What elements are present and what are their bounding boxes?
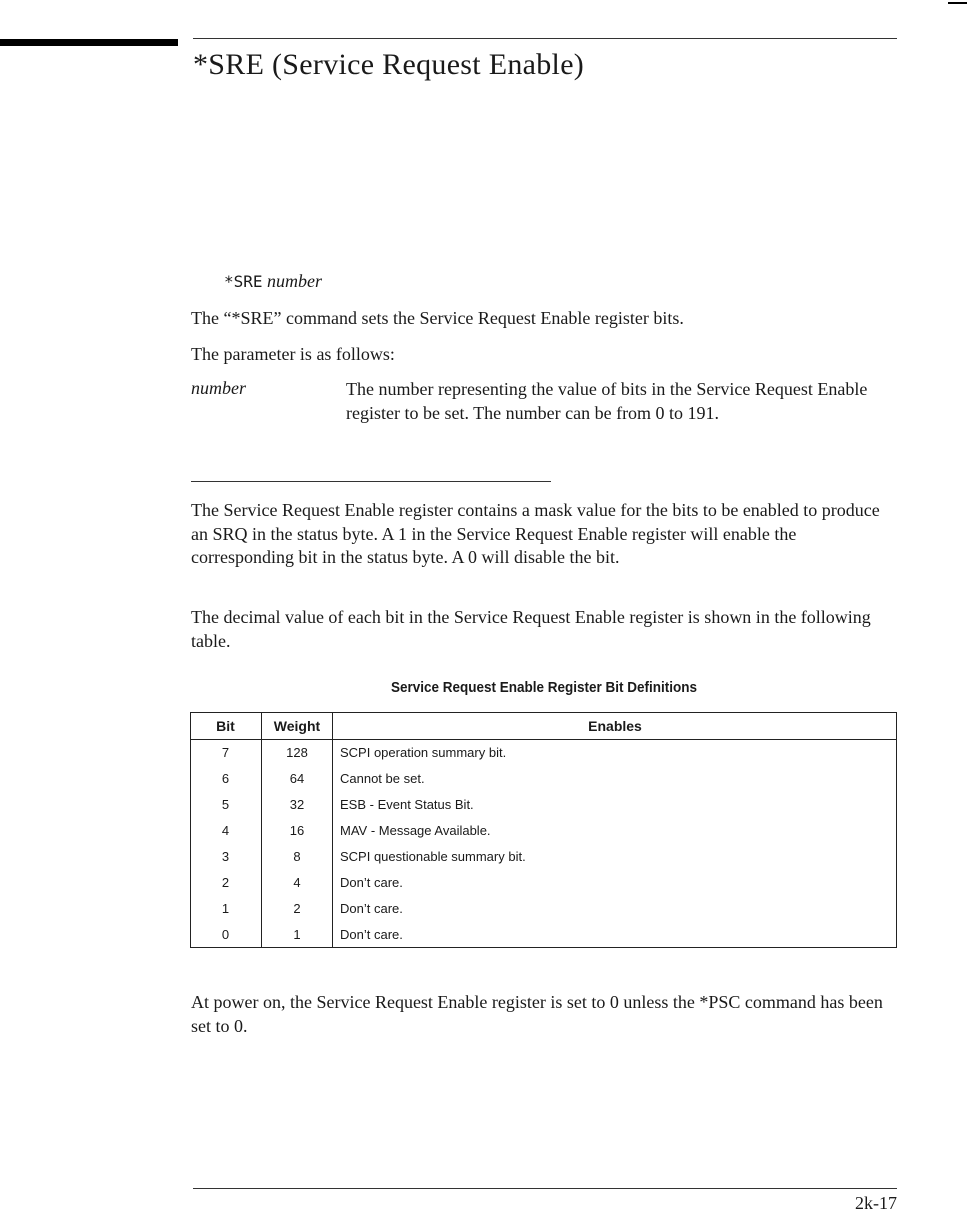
page-number: 2k-17 <box>855 1193 897 1213</box>
table-row <box>190 818 897 844</box>
footer-rule <box>193 1188 897 1189</box>
enables-cell: MAV - Message Available. <box>340 823 491 839</box>
bit-definitions-table <box>190 712 897 947</box>
bit-cell: 3 <box>190 844 262 870</box>
bit-cell: 1 <box>190 895 262 921</box>
bit-cell: 6 <box>190 766 262 792</box>
corner-mark <box>948 2 967 4</box>
weight-cell: 128 <box>262 740 333 766</box>
enables-cell: Cannot be set. <box>340 771 425 787</box>
enables-cell: Don’t care. <box>340 874 403 890</box>
intro-text: The “*SRE” command sets the Service Request Enable register bits. <box>191 308 684 328</box>
enables-cell: SCPI questionable summary bit. <box>340 849 526 864</box>
body-paragraph-2: The decimal value of each bit in the Service Request Enable register is shown in the following table. <box>191 607 871 651</box>
table-border-left <box>190 712 191 948</box>
enables-cell: ESB - Event Status Bit. <box>340 797 474 813</box>
command-syntax <box>224 271 322 292</box>
table-header-row <box>190 712 897 740</box>
weight-cell: 16 <box>262 818 333 844</box>
page-title: *SRE (Service Request Enable) <box>193 48 585 81</box>
table-row <box>190 869 897 895</box>
enables-cell: Don’t care. <box>340 900 403 916</box>
table-row <box>190 895 897 921</box>
bit-cell: 5 <box>190 792 262 818</box>
table-border-right <box>896 712 897 948</box>
weight-cell: 4 <box>262 869 333 895</box>
body-paragraph-1: The Service Request Enable register contains a mask value for the bits to be enabled to produce an SRQ in the status byte. A 1 in the Service Request Enable register will enable the corresponding bit in the status byte. A 0 will disable the bit. <box>191 500 880 567</box>
header-weight: Weight <box>262 712 333 740</box>
bit-cell: 2 <box>190 869 262 895</box>
table-caption: Service Request Enable Register Bit Definitions <box>390 679 698 696</box>
param-description: The number representing the value of bits in the Service Request Enable register to be set. The number can be from 0 to 191. <box>346 379 868 423</box>
table-border-top <box>190 712 897 713</box>
table-row <box>190 844 897 870</box>
enables-cell: Don’t care. <box>340 926 403 942</box>
table-row <box>190 792 897 818</box>
table-border-bottom <box>190 947 897 948</box>
table-row <box>190 766 897 792</box>
weight-cell: 1 <box>262 921 333 947</box>
syntax-argument: number <box>267 271 323 291</box>
header-bit: Bit <box>190 712 262 740</box>
param-name: number <box>191 378 246 398</box>
syntax-keyword: *SRE <box>224 272 263 291</box>
weight-cell: 8 <box>262 844 333 870</box>
weight-cell: 64 <box>262 766 333 792</box>
section-divider <box>191 481 551 482</box>
bit-cell: 7 <box>190 740 262 766</box>
power-on-note: At power on, the Service Request Enable register is set to 0 unless the *PSC command has been set to 0. <box>191 992 883 1036</box>
header-rule <box>193 38 897 39</box>
table-row <box>190 921 897 947</box>
enables-cell: SCPI operation summary bit. <box>340 745 507 761</box>
section-marker-bar <box>0 39 178 46</box>
params-intro-text: The parameter is as follows: <box>191 344 395 364</box>
bit-cell: 4 <box>190 818 262 844</box>
header-enables: Enables <box>333 712 898 740</box>
bit-cell: 0 <box>190 921 262 947</box>
table-row <box>190 740 897 766</box>
weight-cell: 32 <box>262 792 333 818</box>
weight-cell: 2 <box>262 895 333 921</box>
